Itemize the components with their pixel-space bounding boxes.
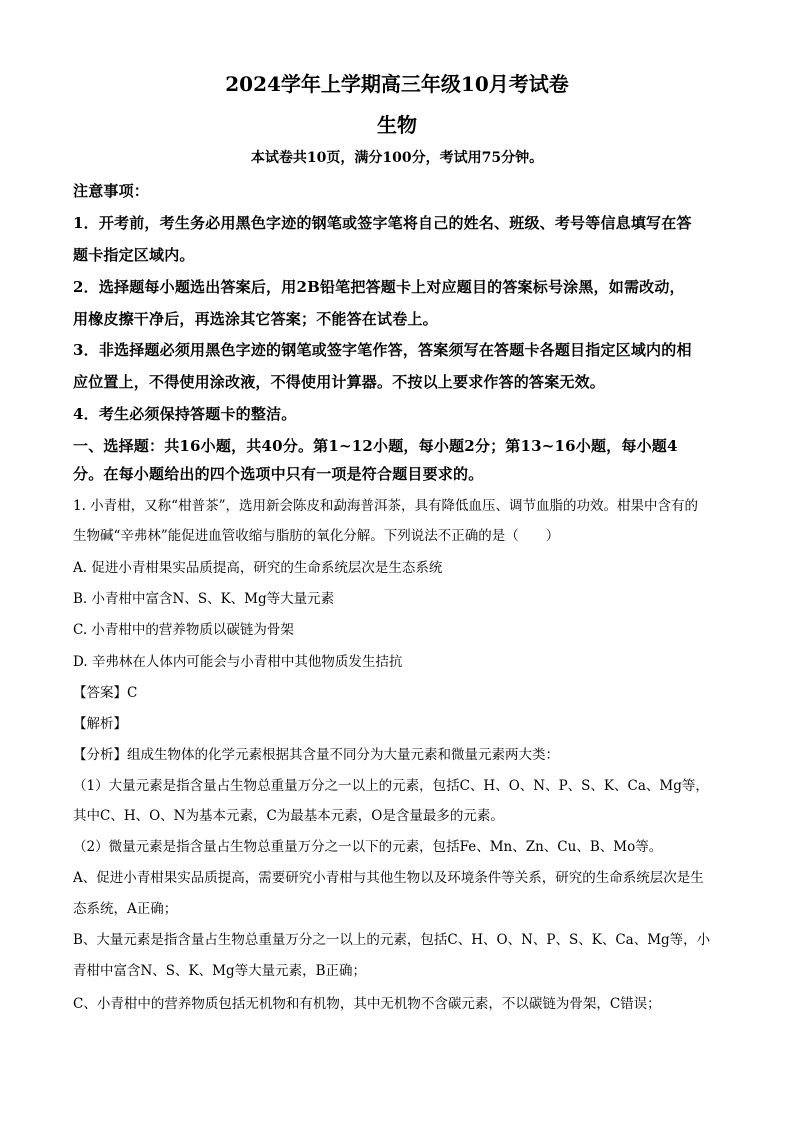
question-stem: 1. 小青柑，又称“柑普茶”，选用新会陈皮和勐海普洱茶，具有降低血压、调节血脂的功效。柑果中含有的 [73, 498, 698, 514]
analysis-line: （1）大量元素是指含量占生物总重量万分之一以上的元素，包括C、H、O、N、P、S、K、Ca、Mg等， [73, 778, 709, 794]
notice-line: 用橡皮擦干净后，再选涂其它答案；不能答在试卷上。 [73, 310, 438, 328]
notice-line: 1．开考前，考生务必用黑色字迹的钢笔或签字笔将自己的姓名、班级、考号等信息填写在答 [73, 214, 692, 232]
analysis-line: A、促进小青柑果实品质提高，需要研究小青柑与其他生物以及环境条件等关系，研究的生命系统层次是生 [73, 870, 704, 886]
option-d: D. 辛弗林在人体内可能会与小青柑中其他物质发生拮抗 [73, 654, 403, 670]
exam-meta: 本试卷共10页，满分100分，考试用75分钟。 [250, 150, 544, 166]
option-a: A. 促进小青柑果实品质提高，研究的生命系统层次是生态系统 [73, 560, 443, 576]
section-heading: 一、选择题：共16小题，共40分。第1~12小题，每小题2分；第13~16小题，每小题4 [73, 437, 678, 455]
notice-line: 3．非选择题必须用黑色字迹的钢笔或签字笔作答，答案须写在答题卡各题目指定区域内的相 [73, 341, 692, 359]
analysis-line: B、大量元素是指含量占生物总重量万分之一以上的元素，包括C、H、O、N、P、S、K、Ca、Mg等，小 [73, 932, 711, 948]
subject-title: 生物 [377, 113, 417, 137]
analysis-line: （2）微量元素是指含量占生物总重量万分之一以下的元素，包括Fe、Mn、Zn、Cu、B、Mo等。 [73, 839, 663, 855]
option-c: C. 小青柑中的营养物质以碳链为骨架 [73, 622, 294, 638]
notice-line: 2．选择题每小题选出答案后，用2B铅笔把答题卡上对应题目的答案标号涂黑，如需改动， [73, 278, 685, 296]
analysis-line: C、小青柑中的营养物质包括无机物和有机物，其中无机物不含碳元素，不以碳链为骨架，C错误； [73, 996, 661, 1012]
option-b: B. 小青柑中富含N、S、K、Mg等大量元素 [73, 591, 335, 607]
notice-line: 4．考生必须保持答题卡的整洁。 [73, 405, 297, 423]
notice-heading: 注意事项： [73, 182, 150, 200]
exam-title: 2024学年上学期高三年级10月考试卷 [225, 72, 569, 96]
notice-line: 题卡指定区域内。 [73, 246, 195, 264]
answer: 【答案】C [73, 685, 138, 701]
question-stem: 生物碱“辛弗林”能促进血管收缩与脂肪的氧化分解。下列说法不正确的是（ ） [73, 528, 560, 544]
analysis-line: 青柑中富含N、S、K、Mg等大量元素，B正确； [73, 963, 367, 979]
analysis-line: 其中C、H、O、N为基本元素，C为最基本元素，O是含量最多的元素。 [73, 808, 504, 824]
analysis-label: 【解析】 [73, 716, 127, 732]
section-heading: 分。在每小题给出的四个选项中只有一项是符合题目要求的。 [73, 465, 484, 483]
analysis-line: 【分析】组成生物体的化学元素根据其含量不同分为大量元素和微量元素两大类： [73, 747, 559, 763]
analysis-line: 态系统，A正确； [73, 901, 178, 917]
notice-line: 应位置上，不得使用涂改液，不得使用计算器。不按以上要求作答的答案无效。 [73, 373, 606, 391]
